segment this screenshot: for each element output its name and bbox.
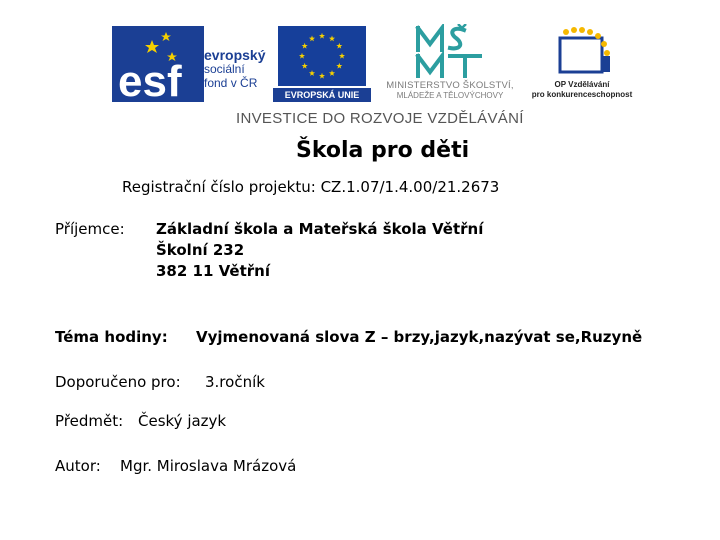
esf-line-3: fond v ČR [204,76,258,90]
eu-star-icon [329,70,335,76]
eu-star-icon [329,35,335,41]
recipient-label: Příjemce: [55,220,125,238]
recipient-city: 382 11 Větřní [156,262,270,280]
eu-star-icon [339,53,345,59]
esf-mark-icon [112,26,204,102]
svg-text:esf: esf [118,57,182,102]
esf-line-1: evropský [204,47,266,63]
topic-label: Téma hodiny: [55,328,168,346]
recipient-name: Základní škola a Mateřská škola Větřní [156,220,484,238]
recommended-value: 3.ročník [205,373,265,391]
esf-line-2: sociální [204,62,245,76]
op-vk-mark-icon [556,26,612,78]
banner-text: INVESTICE DO ROZVOJE VZDĚLÁVÁNÍ [236,110,524,127]
recipient-street: Školní 232 [156,241,245,259]
msmt-mark-icon [414,24,486,80]
eu-star-icon [309,70,315,76]
topic-value: Vyjmenovaná slova Z – brzy,jazyk,nazývat se,Ruzyně [196,328,643,346]
eu-label: EVROPSKÁ UNIE [273,88,371,102]
op-vk-line-1: OP Vzdělávání [554,80,610,89]
eu-star-icon [302,63,308,69]
msmt-line-2: MLÁDEŽE A TĚLOVÝCHOVY [396,91,504,100]
eu-star-icon [299,53,305,59]
eu-star-icon [309,35,315,41]
eu-stars-icon [278,26,366,86]
esf-text [204,48,265,90]
author-value: Mgr. Miroslava Mrázová [120,457,297,475]
eu-star-icon [319,73,325,79]
page-title: Škola pro děti [296,138,470,163]
eu-star-icon [336,43,342,49]
eu-flag [278,26,366,86]
eu-star-icon [319,33,325,39]
subject-value: Český jazyk [138,412,227,430]
eu-star-icon [302,43,308,49]
author-label: Autor: [55,457,101,475]
msmt-line-1: MINISTERSTVO ŠKOLSTVÍ, [386,80,514,91]
op-vk-line-2: pro konkurenceschopnost [531,90,633,99]
esf-logo [112,26,204,102]
recommended-label: Doporučeno pro: [55,373,181,391]
subject-label: Předmět: [55,412,124,430]
registration-number: Registrační číslo projektu: CZ.1.07/1.4.00/21.2673 [122,178,500,196]
eu-star-icon [336,63,342,69]
